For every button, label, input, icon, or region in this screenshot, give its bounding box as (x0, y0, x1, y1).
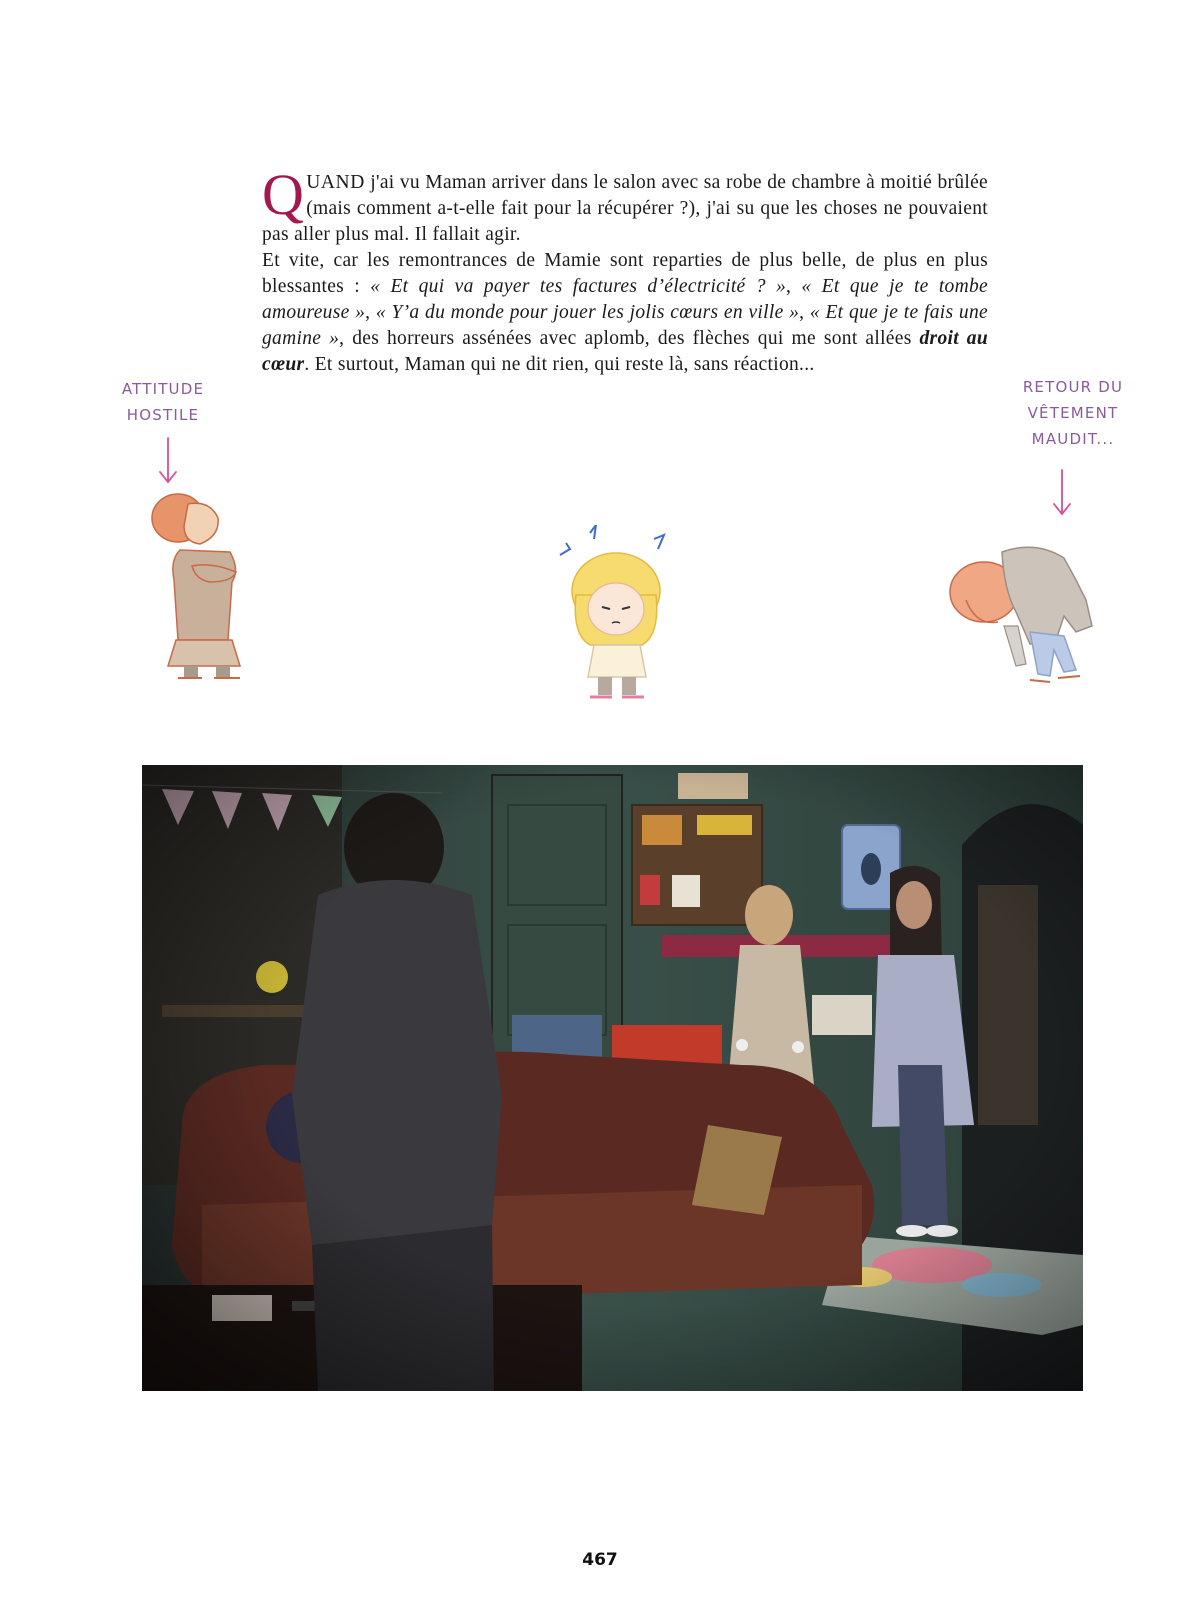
quote-2: « Et que je te tombe amoureuse » (262, 276, 988, 323)
annotation-left-line-1: ATTITUDE (121, 380, 205, 398)
quote-1: « Et qui va payer tes factures d’électricité ? » (370, 276, 787, 297)
body-paragraph (262, 162, 989, 378)
quote-3: « Y’a du monde pour jouer les jolis cœurs en ville » (375, 302, 800, 323)
annotation-right-line-1: RETOUR DU (1022, 378, 1124, 396)
film-still-photo (142, 765, 1083, 1391)
photo-scene (142, 765, 1083, 1391)
paragraph-2-start: Et vite, car les remontrances de Mamie sont reparties de plus belle, de plus en plus blessantes : (262, 250, 988, 297)
mother-doodle (946, 540, 1106, 705)
paragraph-2-middle: , des horreurs assénées avec aplomb, des flèches qui me sont allées (339, 328, 920, 349)
separator: , (786, 276, 802, 297)
arrow-down-icon (156, 436, 180, 486)
separator: , (799, 302, 810, 323)
annotation-left-line-2: HOSTILE (126, 406, 200, 424)
page-number: 467 (582, 1550, 618, 1570)
annotation-right-line-2: VÊTEMENT (1027, 404, 1119, 422)
grandma-doodle (140, 490, 260, 690)
annotation-left (108, 376, 218, 428)
girl-doodle (550, 525, 680, 710)
paragraph-2-end: . Et surtout, Maman qui ne dit rien, qui reste là, sans réaction... (304, 354, 815, 375)
annotation-right (1018, 374, 1128, 452)
arrow-down-icon (1050, 468, 1074, 518)
quote-4: « Et que je te fais une gamine » (262, 302, 988, 349)
emphasis-text: droit au cœur (262, 328, 989, 375)
annotation-right-line-3: MAUDIT... (1031, 430, 1115, 448)
drop-cap: Q (262, 162, 305, 227)
separator: , (365, 302, 376, 323)
opening-smallcaps: UAND (306, 172, 365, 193)
paragraph-1: j'ai vu Maman arriver dans le salon avec sa robe de chambre à moitié brûlée (mais comment a-t-elle fait pour la récupérer ?), j'ai su que les choses ne pouvaient pas aller plus mal. Il fallait agir. (262, 172, 988, 245)
